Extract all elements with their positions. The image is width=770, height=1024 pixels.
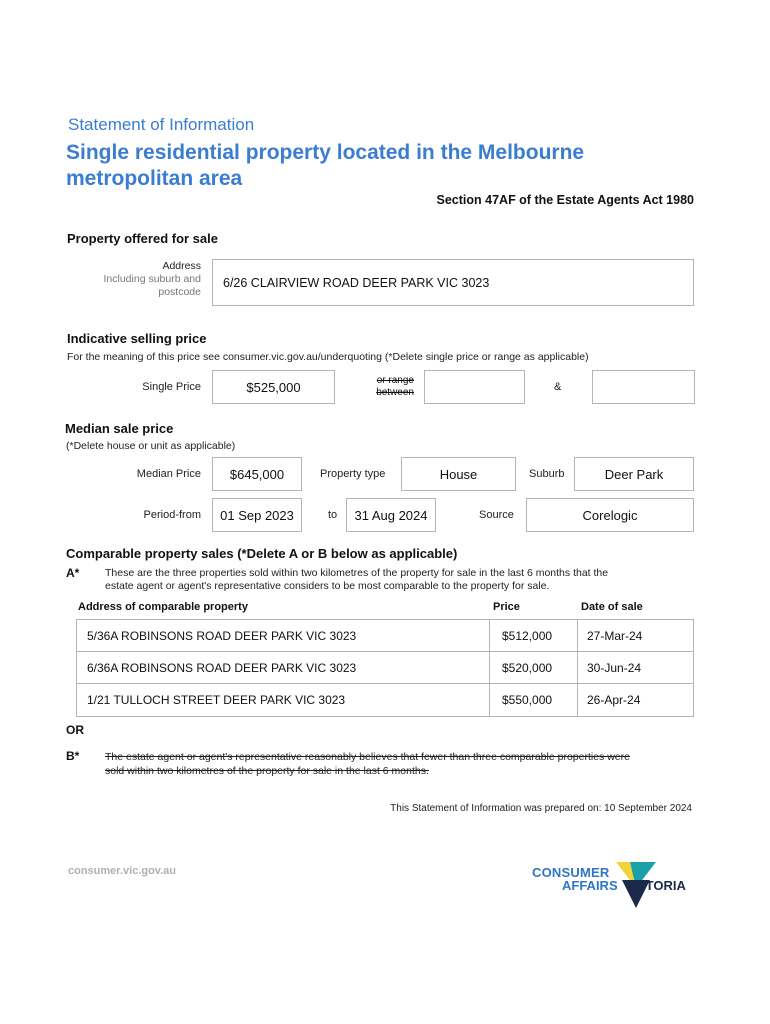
median-price-field[interactable] [212,457,302,491]
period-to-field[interactable] [346,498,436,532]
period-from-label: Period-from [143,509,201,521]
col-header-price: Price [493,601,520,613]
comparable-heading: Comparable property sales (*Delete A or B below as applicable) [66,546,458,561]
table-cell-date: 27-Mar-24 [587,628,643,643]
logo-consumer: CONSUMER [532,865,610,880]
address-value: 6/26 CLAIRVIEW ROAD DEER PARK VIC 3023 [223,275,490,290]
table-cell-date: 30-Jun-24 [587,660,642,675]
indicative-price-heading: Indicative selling price [67,331,207,346]
page-title-line-2: metropolitan area [66,167,243,190]
source-field[interactable] [526,498,694,532]
col-header-address: Address of comparable property [78,601,248,613]
prepared-on: This Statement of Information was prepared on: 10 September 2024 [390,803,692,814]
period-from-value: 01 Sep 2023 [220,507,294,523]
address-label-line-3: postcode [158,286,201,298]
address-label-line-2: Including suburb and [103,273,201,285]
median-heading: Median sale price [65,421,174,436]
indicative-price-note: For the meaning of this price see consumer.vic.gov.au/underquoting (*Delete single price or range as applicable) [67,351,589,363]
option-b-line-2: sold within two kilometres of the property for sale in the last 6 months. [105,765,429,777]
source-value: Corelogic [582,507,638,523]
col-header-date: Date of sale [581,601,643,613]
table-cell-address: 5/36A ROBINSONS ROAD DEER PARK VIC 3023 [77,620,490,651]
website-link[interactable]: consumer.vic.gov.au [68,865,177,877]
address-label-line-1: Address [162,260,201,272]
property-type-value: House [439,466,478,482]
median-price-value: $645,000 [229,466,285,482]
property-type-label: Property type [320,468,386,480]
period-to-value: 31 Aug 2024 [354,507,428,523]
logo-victoria: VICTORIA [624,878,686,893]
doc-type-heading: Statement of Information [68,115,255,134]
property-offered-heading: Property offered for sale [67,231,218,246]
table-cell-price: $512,000 [490,620,578,651]
range-label [350,375,414,399]
option-b-marker: B* [66,749,80,763]
logo-affairs: AFFAIRS [562,878,618,893]
period-to-label: to [328,509,338,521]
consumer-affairs-victoria-logo [530,862,698,912]
address-field[interactable] [212,259,694,306]
option-a-line-1: These are the three properties sold within two kilometres of the property for sale in the last 6 months that the [105,567,609,579]
option-a-line-2: estate agent or agent's representative considers to be most comparable to the property for sale. [105,580,550,592]
median-price-label: Median Price [136,468,201,480]
table-cell-date: 26-Apr-24 [587,693,641,707]
option-a-marker: A* [66,566,80,580]
range-to-field[interactable] [592,370,695,404]
table-cell-address: 1/21 TULLOCH STREET DEER PARK VIC 3023 [77,684,490,716]
page-title [66,140,584,192]
suburb-field[interactable] [574,457,694,491]
suburb-value: Deer Park [604,466,664,482]
range-and-label: & [554,381,562,393]
page-title-line-1: Single residential property located in the Melbourne [66,141,585,164]
period-from-field[interactable] [212,498,302,532]
single-price-value: $525,000 [246,379,301,395]
table-cell-price: $520,000 [490,652,578,683]
option-b-text [105,750,630,778]
table-cell-address: 6/36A ROBINSONS ROAD DEER PARK VIC 3023 [77,652,490,683]
table-row [77,652,693,684]
range-from-field[interactable] [424,370,525,404]
range-label-line-1: or range [376,375,414,386]
property-type-field[interactable] [401,457,516,491]
option-b-line-1: The estate agent or agent's representative reasonably believes that fewer than three comparable properties were [105,751,630,763]
table-row [77,684,693,716]
option-a-text [105,567,608,593]
act-reference: Section 47AF of the Estate Agents Act 1980 [436,193,694,207]
range-label-line-2: between [376,387,414,398]
address-label [70,260,201,299]
table-row [77,620,693,652]
table-cell-price: $550,000 [490,684,578,716]
single-price-label: Single Price [142,381,201,393]
suburb-label: Suburb [529,468,565,480]
comparable-table [76,619,694,717]
single-price-field[interactable] [212,370,335,404]
source-label: Source [479,509,514,521]
median-note: (*Delete house or unit as applicable) [66,440,236,452]
or-label: OR [66,723,84,737]
